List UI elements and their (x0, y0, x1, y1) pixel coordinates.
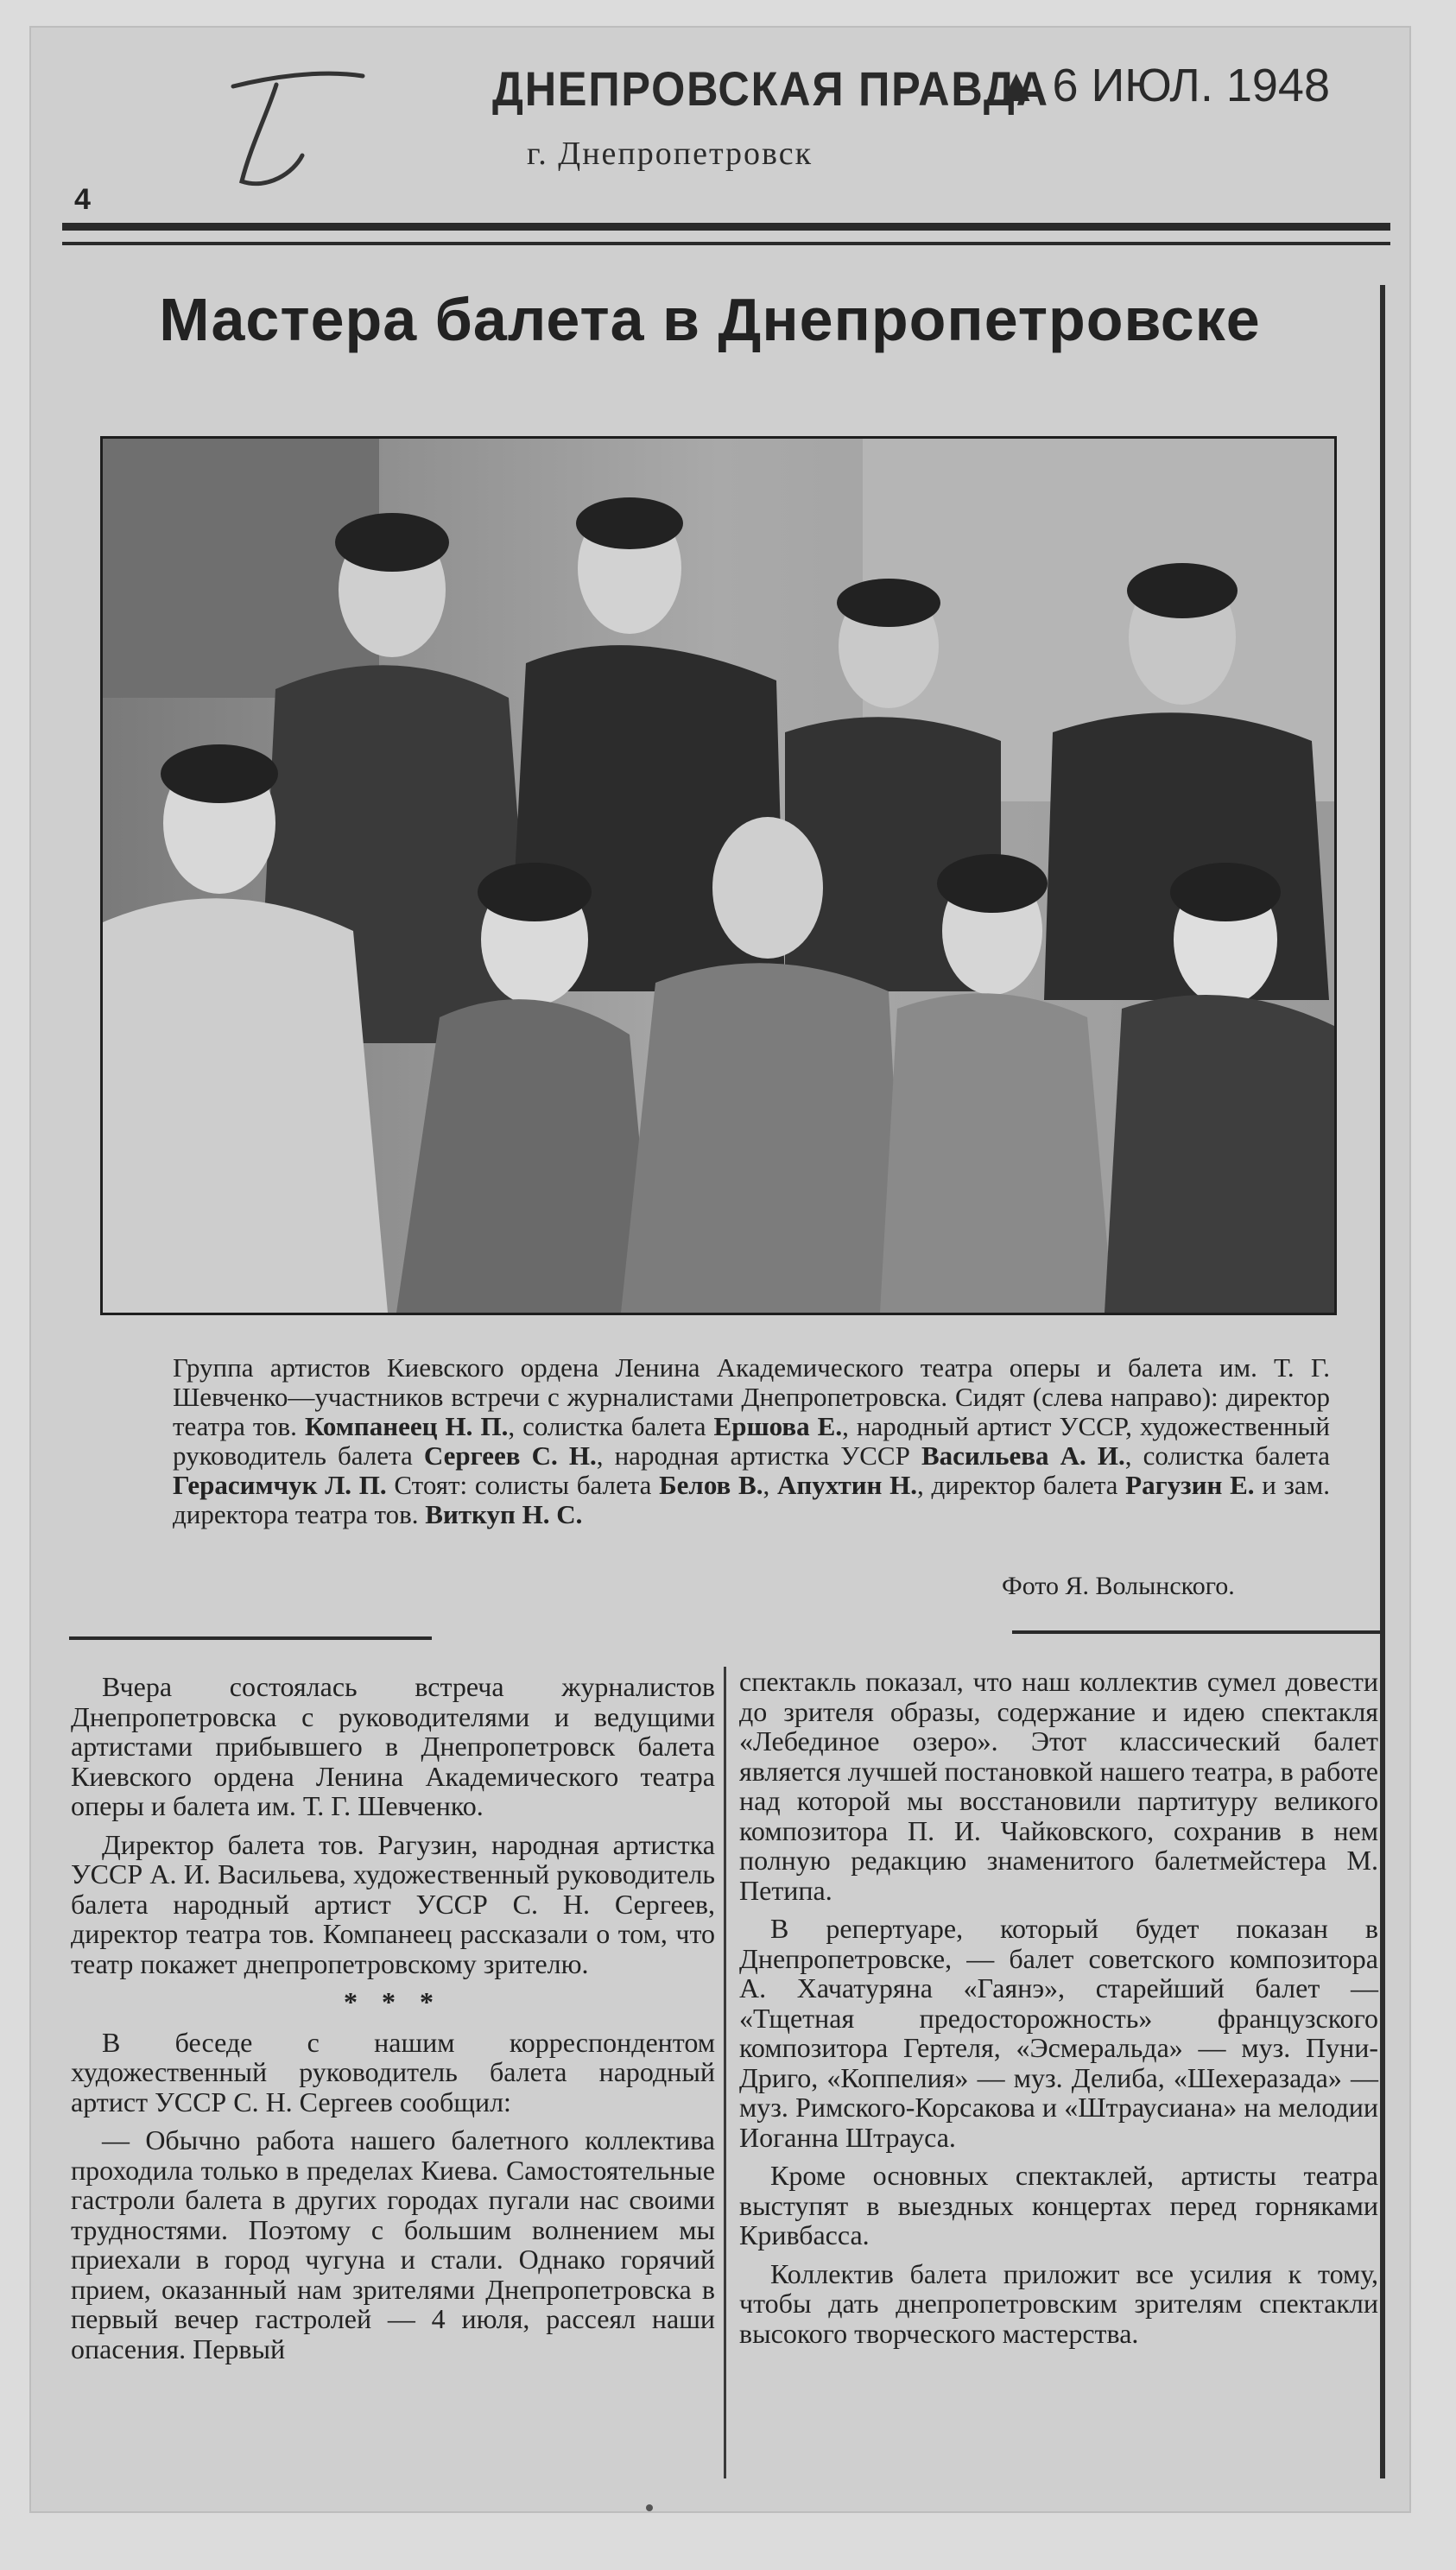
caption-name: Апухтин Н. (776, 1470, 918, 1500)
group-photo-image (103, 439, 1334, 1313)
article-headline: Мастера балета в Днепропетровске (159, 286, 1261, 353)
photo-caption (173, 1353, 1330, 1529)
section-separator: * * * (344, 1986, 442, 2017)
masthead-rule-thin (62, 242, 1390, 245)
right-border-rule (1380, 285, 1385, 2478)
caption-text: и зам. директора театра тов. (173, 1470, 1331, 1529)
caption-text: , народный артист УССР, художественный руководитель балета (173, 1411, 1330, 1471)
publication-date: ▲ 6 ИЮЛ. 1948 (993, 60, 1330, 111)
city-line: г. Днепропетровск (527, 136, 813, 172)
paragraph: Кроме основных спектаклей, артисты театра выступят в выездных концертах перед горняками Кривбасса. (739, 2160, 1378, 2250)
paragraph: — Обычно работа нашего балетного коллектива проходила только в пределах Киева. Самостоятельные гастроли балета в других городах пугали нас своими трудностями. Поэтому с большим волнением мы приехали в город чугуна и стали. Однако горячий прием, оказанный нам зрителями Днепропетровска в первый вечер гастролей — 4 июля, рассеял наши опасения. Первый (71, 2124, 715, 2364)
section-rule-right (1012, 1630, 1380, 1634)
column-divider (724, 1667, 726, 2478)
newspaper-title: ДНЕПРОВСКАЯ ПРАВДА (492, 61, 1049, 116)
print-speck (646, 2504, 653, 2511)
caption-name: Белов В. (659, 1470, 763, 1500)
masthead-rule-thick (62, 223, 1390, 231)
paragraph: В репертуаре, который будет показан в Днепропетровске, — балет советского композитора А. Хачатуряна «Гаянэ», старейший балет — «Тщетная предосторожность» французского композитора Гертеля, «Эсмеральда» — муз. Пуни-Дриго, «Коппелия» — муз. Делиба, «Шехеразада» — муз. Римского-Корсакова и «Штраусиана» на мелодии Иоганна Штрауса. (739, 1913, 1378, 2153)
caption-name: Герасимчук Л. П. (173, 1470, 387, 1500)
article-column-left (71, 1672, 715, 2372)
caption-text: Стоят: солисты балета (386, 1470, 660, 1500)
caption-text: , директор балета (917, 1470, 1126, 1500)
paragraph: Вчера состоялась встреча журналистов Днепропетровска с руководителями и ведущими артистами прибывшего в Днепропетровск балета Киевского ордена Ленина Академического театра оперы и балета им. Т. Г. Шевченко. (71, 1671, 715, 1821)
section-rule-left (69, 1636, 432, 1640)
paragraph: спектакль показал, что наш коллектив сумел довести до зрителя образы, содержание и идею спектакля «Лебединое озеро». Этот классический балет является лучшей постановкой нашего театра, в работе над которой мы восстановили партитуру великого композитора П. И. Чайковского, сохранив в нем полную редакцию знаменитого балетмейстера М. Петипа. (739, 1666, 1378, 1906)
handwritten-mark (216, 60, 371, 199)
caption-name: Компанеец Н. П. (304, 1411, 509, 1441)
paragraph: Коллектив балета приложит все усилия к тому, чтобы дать днепропетровским зрителям спектакли высокого творческого мастерства. (739, 2257, 1378, 2349)
paragraph: Директор балета тов. Рагузин, народная артистка УССР А. И. Васильева, художественный руководитель балета народный артист УССР С. Н. Сергеев, директор театра тов. Компанеец рассказали о том, что театр покажет днепропетровскому зрителю. (71, 1828, 715, 1979)
caption-text: , солистка балета (508, 1411, 714, 1441)
issue-number: 4 (74, 183, 91, 216)
caption-name: Виткуп Н. С. (425, 1499, 583, 1529)
caption-name: Сергеев С. Н. (423, 1440, 597, 1471)
caption-text: , солистка балета (1124, 1440, 1330, 1471)
caption-name: Ершова Е. (713, 1411, 843, 1441)
caption-text: , (763, 1470, 777, 1500)
caption-text: Группа артистов Киевского ордена Ленина Академического театра оперы и балета им. Т. Г. Шевченко—участников встречи с журналистами Днепропетровска. Сидят (слева направо): директор театра тов. (173, 1352, 1330, 1441)
caption-name: Рагузин Е. (1125, 1470, 1255, 1500)
group-photo (100, 436, 1337, 1315)
photo-credit: Фото Я. Волынского. (1002, 1572, 1235, 1600)
paragraph: В беседе с нашим корреспондентом художественный руководитель балета народный артист УССР С. Н. Сергеев сообщил: (71, 2026, 715, 2117)
caption-name: Васильева А. И. (921, 1440, 1125, 1471)
caption-text: , народная артистка УССР (596, 1440, 921, 1471)
article-column-right (739, 1667, 1378, 2357)
